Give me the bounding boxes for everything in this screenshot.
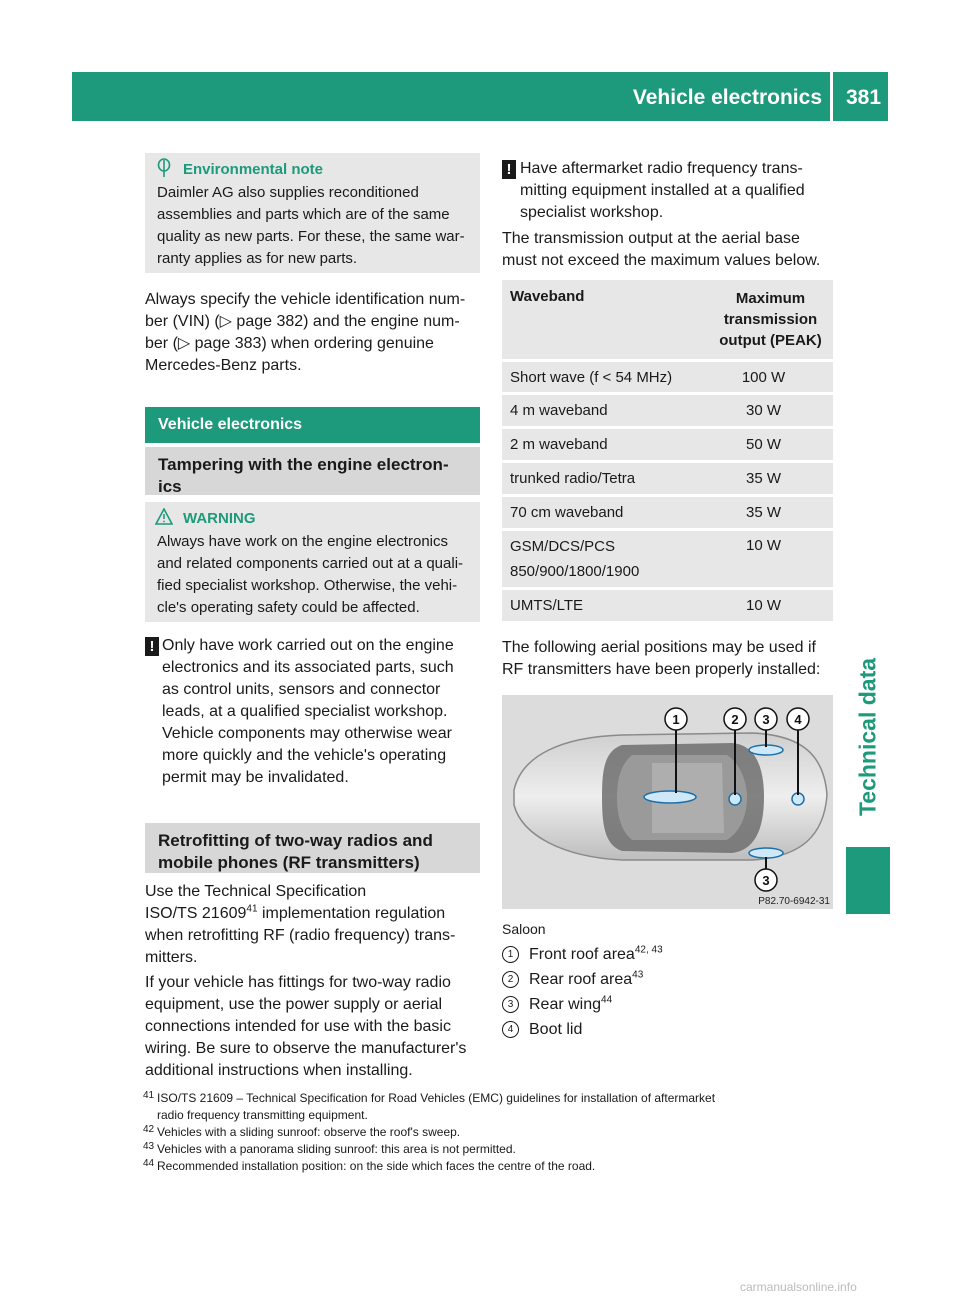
header-separator <box>830 72 833 121</box>
car-illustration <box>502 695 833 909</box>
footnote-text: ISO/TS 21609 – Technical Specification for Road Vehicles (EMC) guidelines for installation of aftermarket <box>157 1091 716 1105</box>
note-line: quality as new parts. For these, the same war- <box>157 228 465 245</box>
text-line: RF transmitters have been properly installed: <box>502 661 821 678</box>
notice-icon: ! <box>502 160 516 179</box>
text-line: permit may be invalidated. <box>162 769 349 786</box>
footnote-text: Vehicles with a sliding sunroof: observe the roof's sweep. <box>157 1125 461 1139</box>
footnote <box>145 1090 835 1124</box>
legend-text: Front roof area <box>529 946 635 963</box>
side-tab-label: Technical data <box>854 657 881 817</box>
legend-item <box>502 992 842 1017</box>
legend-number: 3 <box>502 996 519 1013</box>
heading-line: mobile phones (RF transmitters) <box>158 853 420 872</box>
legend-text: Boot lid <box>529 1021 583 1038</box>
text-line: Have aftermarket radio frequency trans- <box>520 160 803 177</box>
retrofit-paragraph-2 <box>145 972 485 1082</box>
iso-spec: ISO/TS 21609 <box>145 905 247 922</box>
text-line: If your vehicle has fittings for two-way radio <box>145 974 451 991</box>
text-line <box>145 903 485 925</box>
table-cell: 10 W <box>694 590 833 621</box>
footnote-number: 44 <box>143 1158 155 1169</box>
heading-line: Retrofitting of two-way radios and <box>158 831 433 850</box>
text-line: more quickly and the vehicle's operating <box>162 747 447 764</box>
text-line: Mercedes-Benz parts. <box>145 357 302 374</box>
text-line: The following aerial positions may be used if <box>502 639 816 656</box>
footnote-ref[interactable]: 44 <box>601 994 613 1006</box>
retrofit-paragraph-1 <box>145 881 485 969</box>
warning-triangle-icon <box>155 508 173 525</box>
table-cell: 2 m waveband <box>502 429 694 460</box>
legend-item <box>502 942 842 967</box>
warning-line: and related components carried out at a quali- <box>157 555 464 572</box>
table-cell: 10 W <box>694 531 833 587</box>
table-cell: trunked radio/Tetra <box>502 463 694 494</box>
table-row <box>502 362 833 392</box>
note-line: assemblies and parts which are of the same <box>157 206 450 223</box>
footnote-ref[interactable]: 43 <box>632 969 644 981</box>
leaf-icon <box>156 158 172 178</box>
table-cell: 35 W <box>694 497 833 528</box>
legend-number: 1 <box>502 946 519 963</box>
retrofitting-heading <box>145 823 480 873</box>
watermark: carmanualsonline.info <box>740 1280 857 1294</box>
tampering-heading <box>145 447 480 495</box>
text-line: must not exceed the maximum values below. <box>502 252 821 269</box>
footnote <box>145 1141 835 1158</box>
table-row <box>502 429 833 460</box>
footnotes <box>145 1090 835 1175</box>
text-line: ber (VIN) (▷ page 382) and the engine num- <box>145 313 460 330</box>
table-row <box>502 463 833 494</box>
callout-1: 1 <box>672 712 680 727</box>
legend-list <box>502 942 842 1042</box>
table-row <box>502 395 833 426</box>
section-heading: Vehicle electronics <box>145 407 480 443</box>
footnote-number: 42 <box>143 1124 155 1135</box>
column-header-output: Maximum transmission output (PEAK) <box>694 280 833 359</box>
callout-2: 2 <box>731 712 739 727</box>
text-line: Only have work carried out on the engine <box>162 637 454 654</box>
text-line: electronics and its associated parts, such <box>162 659 454 676</box>
text-line: ber (▷ page 383) when ordering genuine <box>145 335 434 352</box>
table-cell: UMTS/LTE <box>502 590 694 621</box>
table-cell: 100 W <box>694 362 833 392</box>
heading-line: ics <box>158 477 182 496</box>
table-row <box>502 531 833 587</box>
footnote-text: Vehicles with a panorama sliding sunroof: this area is not permitted. <box>157 1142 516 1156</box>
warning-box <box>145 502 480 622</box>
text-line: as control units, sensors and connector <box>162 681 441 698</box>
table-cell: GSM/DCS/PCS 850/900/1800/1900 <box>502 531 694 587</box>
notice-icon: ! <box>145 637 159 656</box>
text-line: mitting equipment installed at a qualified <box>520 182 805 199</box>
text-line: equipment, use the power supply or aerial <box>145 996 443 1013</box>
legend-number: 2 <box>502 971 519 988</box>
table-cell: Short wave (f < 54 MHz) <box>502 362 694 392</box>
table-row <box>502 590 833 621</box>
table-cell: 50 W <box>694 429 833 460</box>
table-cell: 70 cm waveband <box>502 497 694 528</box>
text-line: specialist workshop. <box>520 204 664 221</box>
callout-3: 3 <box>762 712 770 727</box>
legend-text: Rear roof area <box>529 971 633 988</box>
warning-line: Always have work on the engine electronics <box>157 533 448 550</box>
transmission-table <box>502 277 833 624</box>
warning-line: fied specialist workshop. Otherwise, the vehi- <box>157 577 458 594</box>
text-line: Vehicle components may otherwise wear <box>162 725 452 742</box>
notice-paragraph <box>162 635 482 789</box>
legend-text: Rear wing <box>529 996 602 1013</box>
text-line: additional instructions when installing. <box>145 1062 413 1079</box>
text-line: leads, at a qualified specialist workshop. <box>162 703 448 720</box>
footnote <box>145 1158 835 1175</box>
legend-item <box>502 1017 842 1042</box>
text-line: when retrofitting RF (radio frequency) trans- <box>145 927 456 944</box>
table-cell: 4 m waveband <box>502 395 694 426</box>
environmental-note-title: Environmental note <box>183 161 324 178</box>
aerial-positions-figure <box>502 695 833 909</box>
footnote-number: 43 <box>143 1141 155 1152</box>
output-paragraph <box>502 228 842 272</box>
column-header-waveband: Waveband <box>502 280 694 359</box>
environmental-note <box>145 153 480 273</box>
aftermarket-notice <box>520 158 840 224</box>
figure-code: P82.70-6942-31 <box>758 896 830 907</box>
table-cell: 30 W <box>694 395 833 426</box>
footnote-ref[interactable]: 42, 43 <box>634 944 663 956</box>
callout-4: 4 <box>794 712 802 727</box>
legend-number: 4 <box>502 1021 519 1038</box>
footnote-number: 41 <box>143 1090 155 1101</box>
note-line: ranty applies as for new parts. <box>157 250 358 267</box>
side-tab-block <box>846 847 890 914</box>
footnote <box>145 1124 835 1141</box>
text-line: wiring. Be sure to observe the manufacturer's <box>145 1040 467 1057</box>
callout-3-bottom: 3 <box>762 873 770 888</box>
vin-paragraph <box>145 289 485 377</box>
legend-item <box>502 967 842 992</box>
warning-line: cle's operating safety could be affected. <box>157 599 420 616</box>
text-line: Use the Technical Specification <box>145 883 367 900</box>
table-cell: 35 W <box>694 463 833 494</box>
footnote-ref[interactable]: 41 <box>246 903 258 915</box>
warning-title: WARNING <box>183 510 256 527</box>
text-line: The transmission output at the aerial base <box>502 230 800 247</box>
page-number: 381 <box>846 86 882 109</box>
text-line: Always specify the vehicle identification num- <box>145 291 466 308</box>
text-line: mitters. <box>145 949 198 966</box>
figure-caption: Saloon <box>502 921 546 937</box>
table-row <box>502 497 833 528</box>
heading-line: Tampering with the engine electron- <box>158 455 449 474</box>
header-title: Vehicle electronics <box>632 86 822 109</box>
aerial-paragraph <box>502 637 842 681</box>
side-tab[interactable] <box>846 642 890 832</box>
footnote-text: Recommended installation position: on the side which faces the centre of the road. <box>157 1159 596 1173</box>
footnote-text: radio frequency transmitting equipment. <box>157 1108 368 1122</box>
text-line: connections intended for use with the basic <box>145 1018 451 1035</box>
text-span: implementation regulation <box>257 905 446 922</box>
note-line: Daimler AG also supplies reconditioned <box>157 184 419 201</box>
table-header-row <box>502 280 833 359</box>
